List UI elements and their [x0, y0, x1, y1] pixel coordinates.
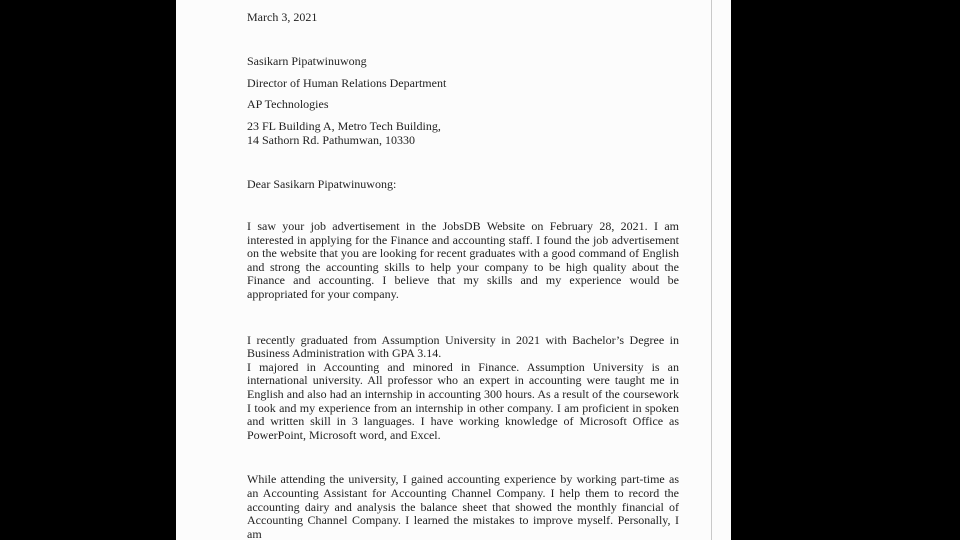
recipient-address-line2: 14 Sathorn Rd. Pathumwan, 10330 — [247, 133, 415, 147]
recipient-name: Sasikarn Pipatwinuwong — [247, 54, 367, 68]
letterbox-left — [0, 0, 176, 540]
document-page — [176, 0, 731, 540]
paragraph-experience: While attending the university, I gained accounting experience by working part-time as an Accounting Assistant for Accounting Channel Company. I help them to record the accounting dairy and analysis the balance sheet that showed the monthly financial of Accounting Channel Company. I learned the mistakes to improve myself. Personally, I am — [247, 472, 679, 540]
letterbox-right — [731, 0, 960, 540]
salutation: Dear Sasikarn Pipatwinuwong: — [247, 177, 397, 191]
paragraph-education — [247, 334, 679, 443]
letter-content — [247, 0, 679, 540]
paragraph-education-body: I majored in Accounting and minored in Finance. Assumption University is an international university. All professor who an expert in accounting were taught me in English and also had an internship in accounting 300 hours. As a result of the coursework I took and my experience from an internship in other company. I am proficient in spoken and written skill in 3 languages. I have working knowledge of Microsoft Office as PowerPoint, Microsoft word, and Excel. — [247, 359, 679, 442]
paragraph-education-line1: I recently graduated from Assumption University in 2021 with Bachelor’s Degree in Business Administration with GPA 3.14. — [247, 332, 679, 361]
letter-date: March 3, 2021 — [247, 10, 318, 24]
recipient-company: AP Technologies — [247, 97, 329, 111]
paragraph-intro: I saw your job advertisement in the JobsDB Website on February 28, 2021. I am interested in applying for the Finance and accounting staff. I found the job advertisement on the website that you are looking for recent graduates with a good command of English and strong the accounting skills to help your company to be high quality about the Finance and accounting. I believe that my skills and my experience would be appropriated for your company. — [247, 219, 679, 301]
page-edge-divider — [711, 0, 712, 540]
recipient-title: Director of Human Relations Department — [247, 76, 447, 90]
recipient-address-line1: 23 FL Building A, Metro Tech Building, — [247, 119, 441, 133]
